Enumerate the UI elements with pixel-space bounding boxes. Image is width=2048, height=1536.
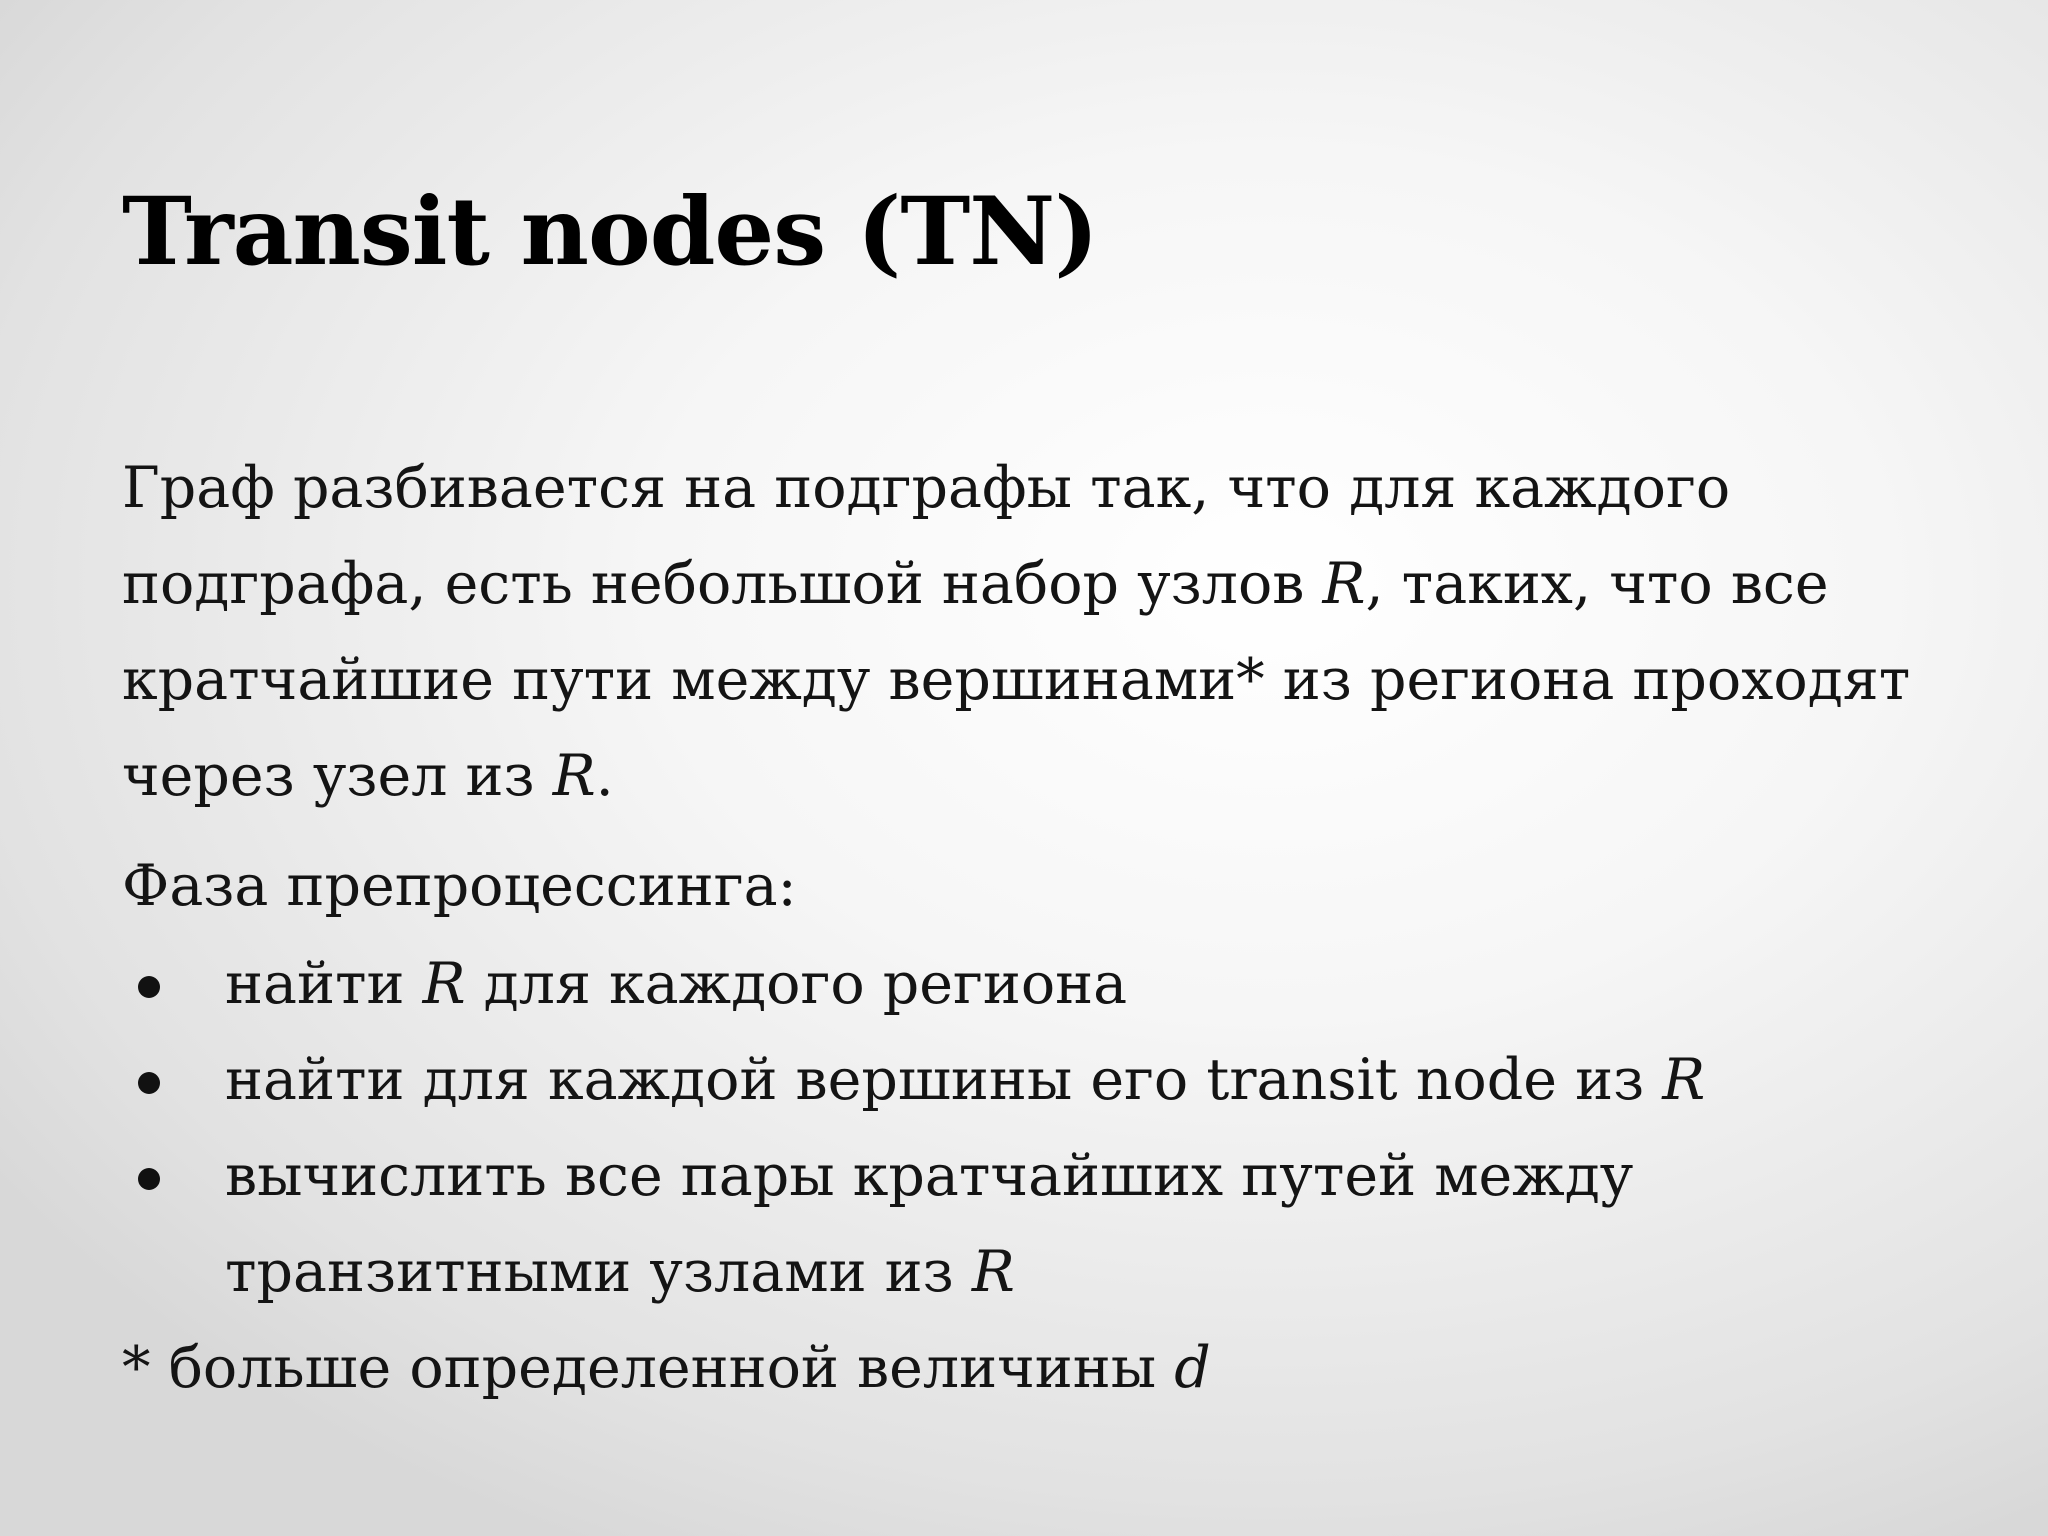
phase-label: Фаза препроцессинга: (122, 853, 797, 919)
paragraph-text: через узел из (122, 743, 553, 809)
slide-body (122, 440, 2002, 1416)
bullet-text: транзитными узлами из (225, 1239, 972, 1305)
bullet-dot-icon (138, 1168, 160, 1190)
paragraph-text: подграфа, есть небольшой набор узлов (122, 551, 1323, 617)
paragraph-line (122, 440, 2002, 536)
bullet-list (122, 936, 2002, 1320)
bullet-text: для каждого региона (465, 951, 1128, 1017)
bullet-text: вычислить все пары кратчайших путей между (225, 1143, 1634, 1209)
bullet-item (122, 1032, 2002, 1128)
variable-r: R (552, 743, 596, 809)
paragraph-text: Граф разбивается на подграфы так, что для каждого (122, 455, 1731, 521)
bullet-dot-icon (138, 976, 160, 998)
variable-d: d (1174, 1335, 1211, 1401)
bullet-item (122, 1128, 2002, 1320)
paragraph-text: . (595, 743, 614, 809)
bullet-item (122, 936, 2002, 1032)
variable-r: R (422, 951, 466, 1017)
footnote (122, 1320, 2002, 1416)
slide-title: Transit nodes (TN) (122, 177, 1098, 287)
paragraph-line (122, 632, 2002, 728)
bullet-text: найти для каждой вершины его transit node из (225, 1047, 1663, 1113)
variable-r: R (1662, 1047, 1706, 1113)
paragraph-line (122, 536, 2002, 632)
paragraph-line (122, 728, 2002, 824)
footnote-text: * больше определенной величины (122, 1335, 1175, 1401)
variable-r: R (971, 1239, 1015, 1305)
bullet-text: найти (225, 951, 423, 1017)
bullet-dot-icon (138, 1072, 160, 1094)
paragraph-text: , таких, что все (1365, 551, 1829, 617)
paragraph-text: кратчайшие пути между вершинами* из региона проходят (122, 647, 1911, 713)
variable-r: R (1322, 551, 1366, 617)
